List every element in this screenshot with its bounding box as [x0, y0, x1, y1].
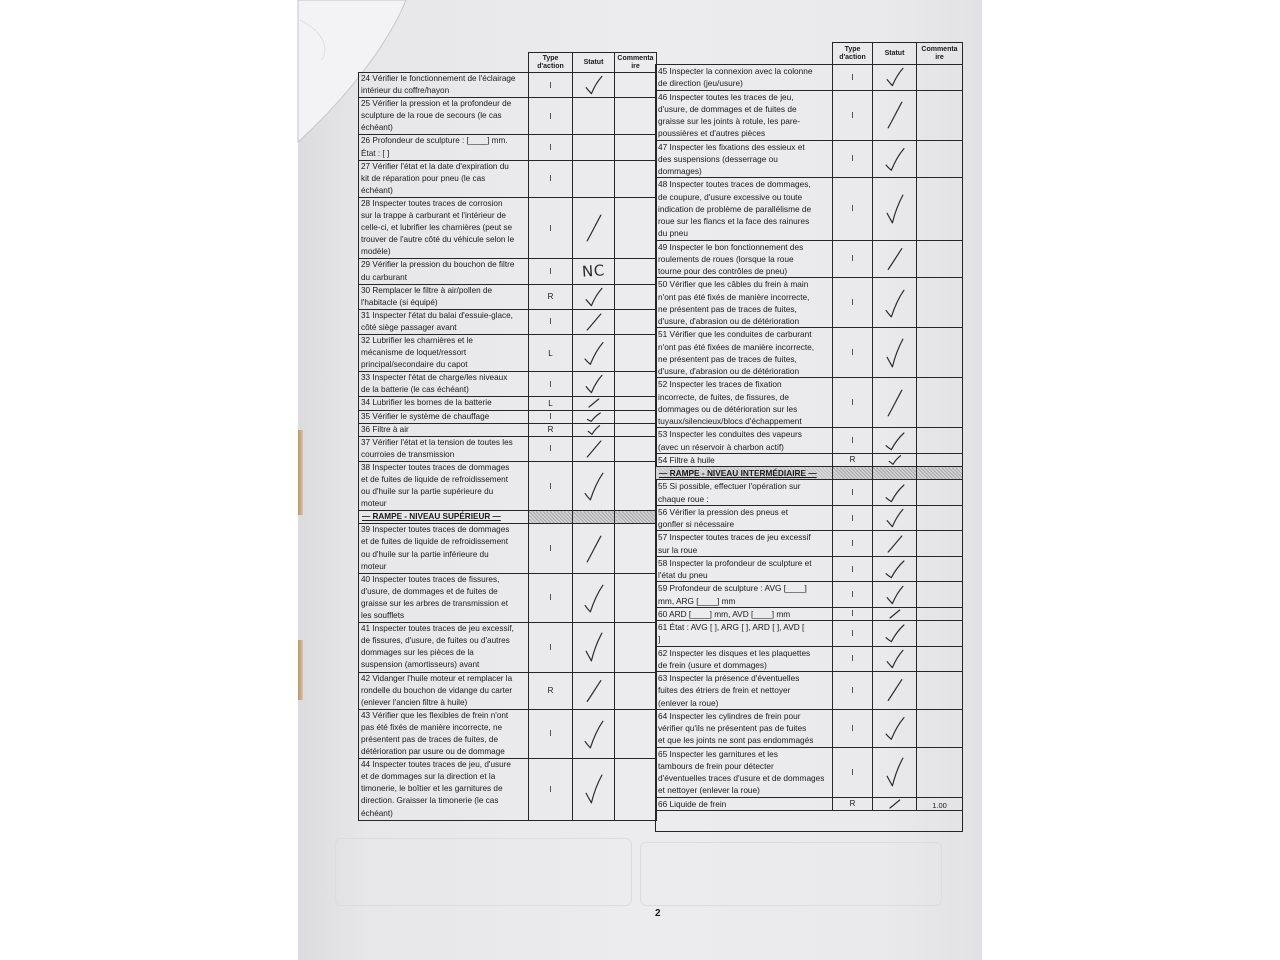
status-cell: [573, 461, 615, 510]
comment-cell: [615, 410, 657, 423]
status-cell: [573, 372, 615, 397]
check-mark-icon: [583, 718, 604, 750]
checklist-row: [359, 73, 657, 98]
page-number: 2: [655, 908, 661, 919]
status-cell: [873, 672, 917, 710]
action-type: R: [529, 672, 573, 709]
item-text: 51 Vérifier que les conduites de carburant n'ont pas été fixées de manière incorrecte, ne présentent pas de traces de fuites, d'usure, d'abrasion ou de détérioration: [656, 328, 833, 378]
action-type: L: [529, 334, 573, 371]
type-action-header: Type d'action: [529, 53, 573, 73]
section-shade: [873, 467, 917, 480]
action-type: I: [529, 573, 573, 622]
checklist-row: [656, 428, 963, 454]
check-mark-icon: [884, 677, 905, 703]
item-header: [656, 43, 833, 65]
item-text: 59 Profondeur de sculpture : AVG [____] mm, ARG [____] mm: [656, 582, 833, 608]
checklist-row: [656, 646, 963, 672]
item-text: 35 Vérifier le système de chauffage: [359, 410, 529, 423]
check-mark-icon: [583, 340, 604, 366]
check-mark-icon: [586, 398, 601, 408]
action-type: I: [833, 709, 873, 747]
comment-cell: [615, 197, 657, 258]
status-cell: [873, 480, 917, 506]
checklist-row: [359, 372, 657, 397]
section-shade: [615, 511, 657, 524]
action-type: I: [833, 747, 873, 797]
check-mark-icon: [884, 585, 905, 605]
status-cell: [573, 160, 615, 197]
status-cell: [873, 607, 917, 620]
comment-cell: [917, 428, 963, 454]
item-text: 47 Inspecter les fixations des essieux et des suspensions (desserrage ou dommages): [656, 140, 833, 178]
item-text: 54 Filtre à huile: [656, 453, 833, 466]
checklist-row: [656, 531, 963, 557]
comment-cell: [615, 573, 657, 622]
status-cell: [873, 709, 917, 747]
status-cell: [873, 646, 917, 672]
checklist-row: [656, 582, 963, 608]
action-type: I: [529, 372, 573, 397]
check-mark-icon: [884, 756, 905, 788]
checklist-row: [656, 505, 963, 531]
comment-cell: [917, 328, 963, 378]
checklist-row: [359, 397, 657, 410]
check-mark-icon: [583, 533, 604, 565]
item-header: [359, 53, 529, 73]
section-shade: [529, 511, 573, 524]
check-mark-icon: [887, 799, 902, 809]
blank-cell: [656, 810, 963, 831]
item-text: 26 Profondeur de sculpture : [____] mm. État : [ ]: [359, 135, 529, 160]
action-type: I: [833, 140, 873, 178]
checklist-row: [359, 623, 657, 672]
item-text: 53 Inspecter les conduites des vapeurs (avec un réservoir à charbon actif): [656, 428, 833, 454]
status-cell: [573, 410, 615, 423]
checklist-row: [359, 461, 657, 510]
item-text: 44 Inspecter toutes traces de jeu, d'usure et de dommages sur la direction et la timonerie, le boîtier et les garnitures de direction. Graisser la timonerie (le cas échéant): [359, 759, 529, 820]
comment-cell: [615, 524, 657, 573]
item-text: 29 Vérifier la pression du bouchon de filtre du carburant: [359, 259, 529, 284]
status-cell: [873, 278, 917, 328]
status-header: Statut: [873, 43, 917, 65]
status-cell: [573, 436, 615, 461]
item-text: 30 Remplacer le filtre à air/pollen de l'habitacle (si équipé): [359, 284, 529, 309]
checklist-row: [656, 607, 963, 620]
checklist-row: [656, 480, 963, 506]
action-type: I: [529, 135, 573, 160]
check-mark-icon: [583, 287, 604, 307]
comment-cell: [917, 556, 963, 582]
checklist-row: [359, 573, 657, 622]
check-mark-icon: [884, 287, 905, 319]
item-text: 25 Vérifier la pression et la profondeur de sculpture de la roue de secours (le cas échéant): [359, 98, 529, 135]
comment-cell: [615, 309, 657, 334]
status-header: Statut: [573, 53, 615, 73]
comment-cell: [917, 480, 963, 506]
comment-cell: [615, 135, 657, 160]
check-mark-icon: [884, 649, 905, 669]
action-type: I: [529, 759, 573, 820]
action-type: I: [833, 556, 873, 582]
comment-cell: [615, 759, 657, 820]
action-type: I: [833, 90, 873, 140]
comment-cell: [917, 709, 963, 747]
item-text: 55 Si possible, effectuer l'opération sur chaque roue :: [656, 480, 833, 506]
comment-cell: [917, 240, 963, 278]
check-mark-icon: [884, 559, 905, 579]
action-type: I: [833, 178, 873, 240]
comment-cell: [917, 65, 963, 91]
check-mark-icon: [586, 425, 601, 435]
check-mark-icon: [884, 431, 905, 451]
checklist-row: [359, 759, 657, 820]
check-mark-icon: [583, 374, 604, 394]
header-row: [359, 53, 657, 73]
action-type: R: [833, 797, 873, 810]
item-text: 65 Inspecter les garnitures et les tambours de frein pour détecter d'éventuelles traces d'usure et de dommages et nettoyer (enlever la roue): [656, 747, 833, 797]
comment-cell: [615, 284, 657, 309]
checklist-row: [656, 140, 963, 178]
checklist-row: [656, 378, 963, 428]
checklist-row: [656, 621, 963, 647]
status-cell: [873, 453, 917, 466]
left-checklist-table: [358, 52, 657, 821]
checklist-row: [656, 672, 963, 710]
section-shade: [917, 467, 963, 480]
status-cell: [573, 98, 615, 135]
status-cell: [573, 397, 615, 410]
checklist-row: [656, 747, 963, 797]
show-through-box: [640, 842, 942, 906]
status-cell: [873, 428, 917, 454]
status-cell: [573, 623, 615, 672]
action-type: I: [833, 240, 873, 278]
comment-cell: [917, 531, 963, 557]
checklist-row: [656, 90, 963, 140]
comment-cell: [615, 334, 657, 371]
check-mark-icon: [583, 75, 604, 95]
check-mark-icon: [586, 412, 601, 422]
checklist-row: [656, 709, 963, 747]
comment-header: Commenta ire: [615, 53, 657, 73]
item-text: 36 Filtre à air: [359, 423, 529, 436]
action-type: I: [529, 98, 573, 135]
status-cell: [573, 573, 615, 622]
checklist-row: [656, 278, 963, 328]
status-cell: [873, 140, 917, 178]
comment-cell: [615, 461, 657, 510]
item-text: 52 Inspecter les traces de fixation incorrecte, de fuites, de fissures, de dommages ou de détérioration sur les tuyaux/silencieux/blocs d'échappement: [656, 378, 833, 428]
item-text: 60 ARD [____] mm, AVD [____] mm: [656, 607, 833, 620]
comment-cell: [615, 709, 657, 758]
item-text: 45 Inspecter la connexion avec la colonne de direction (jeu/usure): [656, 65, 833, 91]
item-text: 61 État : AVG [ ], ARG [ ], ARD [ ], AVD [ ]: [656, 621, 833, 647]
item-text: 42 Vidanger l'huile moteur et remplacer la rondelle du bouchon de vidange du carter (enlever l'ancien filtre à huile): [359, 672, 529, 709]
status-cell: [873, 621, 917, 647]
comment-cell: [917, 278, 963, 328]
item-text: 24 Vérifier le fonctionnement de l'éclairage intérieur du coffre/hayon: [359, 73, 529, 98]
checklist-row: [656, 328, 963, 378]
checklist-row: [359, 160, 657, 197]
item-text: 34 Lubrifier les bornes de la batterie: [359, 397, 529, 410]
item-text: 56 Vérifier la pression des pneus et gonfler si nécessaire: [656, 505, 833, 531]
show-through-box: [335, 838, 632, 906]
action-type: I: [529, 461, 573, 510]
comment-cell: [615, 672, 657, 709]
check-mark-icon: [583, 631, 604, 663]
item-text: 63 Inspecter la présence d'éventuelles fuites des étriers de frein et nettoyer (enlever la roue): [656, 672, 833, 710]
right-table-body: [656, 65, 963, 811]
status-cell: [873, 378, 917, 428]
checklist-row: [359, 259, 657, 284]
status-cell: [873, 747, 917, 797]
check-mark-icon: [884, 483, 905, 503]
status-cell: [873, 328, 917, 378]
status-cell: [873, 556, 917, 582]
item-text: 40 Inspecter toutes traces de fissures, d'usure, de dommages et de fuites de graisse sur les arbres de transmission et les soufflets: [359, 573, 529, 622]
checklist-row: [359, 436, 657, 461]
check-mark-icon: [583, 212, 604, 244]
status-cell: [573, 197, 615, 258]
section-title: — RAMPE - NIVEAU INTERMÉDIAIRE —: [656, 467, 833, 480]
action-type: I: [833, 328, 873, 378]
checklist-row: [359, 98, 657, 135]
comment-cell: [615, 423, 657, 436]
item-text: 50 Vérifier que les câbles du frein à main n'ont pas été fixés de manière incorrecte, ne présentent pas de traces de fuites, d'usure, d'abrasion ou de détérioration: [656, 278, 833, 328]
action-type: R: [833, 453, 873, 466]
status-cell: [573, 423, 615, 436]
check-mark-icon: [583, 312, 604, 332]
action-type: I: [529, 309, 573, 334]
checklist-row: [656, 65, 963, 91]
item-text: 32 Lubrifier les charnières et le mécanisme de loquet/ressort principal/secondaire du capot: [359, 334, 529, 371]
item-text: 31 Inspecter l'état du balai d'essuie-glace, côté siège passager avant: [359, 309, 529, 334]
check-mark-icon: [884, 246, 905, 272]
section-shade: [833, 467, 873, 480]
action-type: I: [529, 524, 573, 573]
check-mark-icon: [583, 773, 604, 805]
action-type: I: [833, 621, 873, 647]
item-text: 43 Vérifier que les flexibles de frein n'ont pas été fixés de manière incorrecte, ne présentent pas de traces de fuites, de détérioration par usure ou de dommage: [359, 709, 529, 758]
action-type: I: [833, 65, 873, 91]
check-mark-icon: [887, 609, 902, 619]
comment-cell: [917, 140, 963, 178]
item-text: 37 Vérifier l'état et la tension de toutes les courroies de transmission: [359, 436, 529, 461]
check-mark-icon: [884, 337, 905, 369]
status-handwritten: NC: [581, 261, 606, 281]
header-row: [656, 43, 963, 65]
action-type: I: [833, 378, 873, 428]
item-text: 38 Inspecter toutes traces de dommages et de fuites de liquide de refroidissement ou d'huile sur la partie supérieure du moteur: [359, 461, 529, 510]
check-mark-icon: [884, 623, 905, 643]
item-text: 39 Inspecter toutes traces de dommages et de fuites de liquide de refroidissement ou d'huile sur la partie inférieure du moteur: [359, 524, 529, 573]
left-table-body: [359, 73, 657, 821]
checklist-row: [656, 240, 963, 278]
action-type: L: [529, 397, 573, 410]
right-checklist-table: [655, 42, 963, 832]
check-mark-icon: [583, 439, 604, 459]
section-shade: [573, 511, 615, 524]
checklist-row: [656, 453, 963, 466]
status-cell: [573, 309, 615, 334]
comment-cell: [917, 582, 963, 608]
comment-cell: [917, 747, 963, 797]
status-cell: [573, 759, 615, 820]
status-cell: [873, 65, 917, 91]
check-mark-icon: [583, 470, 604, 502]
checklist-row: [656, 797, 963, 810]
comment-cell: [917, 90, 963, 140]
item-text: 27 Vérifier l'état et la date d'expiration du kit de réparation pour pneu (le cas échéant): [359, 160, 529, 197]
status-cell: [573, 709, 615, 758]
action-type: I: [833, 582, 873, 608]
checklist-row: [656, 556, 963, 582]
item-text: 46 Inspecter toutes les traces de jeu, d'usure, de dommages et de fuites de graisse sur les joints à rotule, les pare- poussières et d'autres pièces: [656, 90, 833, 140]
blank-row: [656, 810, 963, 831]
check-mark-icon: [884, 67, 905, 87]
action-type: I: [529, 709, 573, 758]
item-text: 62 Inspecter les disques et les plaquettes de frein (usure et dommages): [656, 646, 833, 672]
comment-cell: [615, 259, 657, 284]
item-text: 41 Inspecter toutes traces de jeu excessif, de fissures, d'usure, de fuites ou d'autres dommages sur les pièces de la suspension (amortisseurs) avant: [359, 623, 529, 672]
check-mark-icon: [583, 678, 604, 704]
comment-cell: [917, 453, 963, 466]
status-cell: [873, 582, 917, 608]
check-mark-icon: [884, 508, 905, 528]
item-text: 57 Inspecter toutes traces de jeu excessif sur la roue: [656, 531, 833, 557]
check-mark-icon: [884, 146, 905, 172]
status-cell: [573, 259, 615, 284]
action-type: I: [833, 646, 873, 672]
status-cell: [573, 672, 615, 709]
checklist-row: [359, 284, 657, 309]
status-cell: [873, 797, 917, 810]
action-type: I: [529, 160, 573, 197]
item-text: 28 Inspecter toutes traces de corrosion sur la trappe à carburant et l'intérieur de celle-ci, et lubrifier les charnières (peut se trouver de l'autre côté du véhicule selon le modèle): [359, 197, 529, 258]
checklist-row: [359, 334, 657, 371]
comment-cell: [917, 672, 963, 710]
type-action-header: Type d'action: [833, 43, 873, 65]
checklist-row: [359, 709, 657, 758]
status-cell: [873, 505, 917, 531]
comment-cell: [917, 505, 963, 531]
check-mark-icon: [884, 99, 905, 131]
comment-header: Commenta ire: [917, 43, 963, 65]
status-cell: [873, 240, 917, 278]
comment-cell: [917, 646, 963, 672]
checklist-row: [359, 309, 657, 334]
comment-cell: [615, 98, 657, 135]
comment-cell: 1.00: [917, 797, 963, 810]
section-row: [359, 511, 657, 524]
status-cell: [573, 284, 615, 309]
action-type: I: [833, 278, 873, 328]
action-type: I: [529, 197, 573, 258]
action-type: I: [833, 505, 873, 531]
comment-cell: [615, 372, 657, 397]
section-row: [656, 467, 963, 480]
check-mark-icon: [583, 582, 604, 614]
action-type: I: [529, 73, 573, 98]
checklist-row: [359, 423, 657, 436]
status-cell: [573, 73, 615, 98]
item-text: 58 Inspecter la profondeur de sculpture et l'état du pneu: [656, 556, 833, 582]
status-cell: [873, 90, 917, 140]
action-type: R: [529, 284, 573, 309]
item-text: 33 Inspecter l'état de charge/les niveaux de la batterie (le cas échéant): [359, 372, 529, 397]
action-type: I: [529, 259, 573, 284]
checklist-row: [359, 197, 657, 258]
status-cell: [573, 334, 615, 371]
comment-cell: [917, 607, 963, 620]
comment-cell: [615, 397, 657, 410]
action-type: I: [833, 428, 873, 454]
status-cell: [873, 531, 917, 557]
action-type: I: [529, 623, 573, 672]
status-cell: [573, 135, 615, 160]
status-cell: [573, 524, 615, 573]
check-mark-icon: [884, 193, 905, 225]
comment-cell: [615, 160, 657, 197]
checklist-row: [359, 524, 657, 573]
comment-cell: [615, 436, 657, 461]
check-mark-icon: [884, 534, 905, 554]
comment-cell: [917, 621, 963, 647]
action-type: R: [529, 423, 573, 436]
comment-cell: [615, 623, 657, 672]
action-type: I: [833, 531, 873, 557]
action-type: I: [833, 607, 873, 620]
checklist-row: [359, 672, 657, 709]
item-text: 49 Inspecter le bon fonctionnement des roulements de roues (lorsque la roue tourne pour des contrôles de pneu): [656, 240, 833, 278]
checklist-row: [656, 178, 963, 240]
checklist-row: [359, 135, 657, 160]
comment-cell: [917, 178, 963, 240]
action-type: I: [833, 672, 873, 710]
comment-cell: [615, 73, 657, 98]
item-text: 64 Inspecter les cylindres de frein pour vérifier qu'ils ne présentent pas de fuites et que les joints ne sont pas endommagés: [656, 709, 833, 747]
item-text: 66 Liquide de frein: [656, 797, 833, 810]
section-title: — RAMPE - NIVEAU SUPÉRIEUR —: [359, 511, 529, 524]
check-mark-icon: [884, 387, 905, 419]
comment-cell: [917, 378, 963, 428]
checklist-row: [359, 410, 657, 423]
item-text: 48 Inspecter toutes traces de dommages, de coupure, d'usure excessive ou toute indication de problème de parallélisme de roue sur les flancs et la face des rainures du pneu: [656, 178, 833, 240]
check-mark-icon: [887, 455, 902, 465]
action-type: I: [529, 436, 573, 461]
action-type: I: [529, 410, 573, 423]
status-cell: [873, 178, 917, 240]
action-type: I: [833, 480, 873, 506]
check-mark-icon: [884, 715, 905, 741]
